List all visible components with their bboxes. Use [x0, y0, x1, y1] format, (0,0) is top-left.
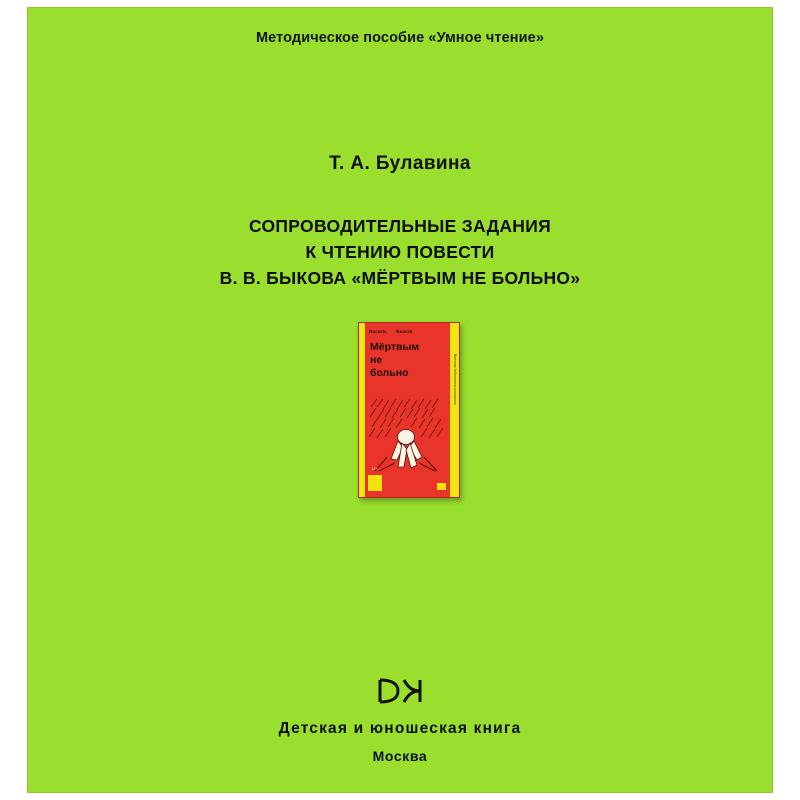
title-line-3: В. В. БЫКОВА «МЁРТВЫМ НЕ БОЛЬНО»: [219, 268, 581, 288]
inset-book-publisher-logo: [368, 475, 382, 491]
inset-book-header: [369, 329, 412, 334]
publisher-city: Москва: [372, 748, 428, 764]
inset-book-title-line-1: Мёртвым: [370, 341, 420, 353]
inset-book-author-first: Василь: [369, 329, 388, 334]
publisher-name: Детская и юношеская книга: [278, 720, 522, 737]
inset-book-page-number: 12+: [371, 466, 378, 471]
dk-publisher-logo-icon: [378, 676, 422, 706]
inset-book-spine-strip: [359, 323, 365, 497]
title-line-1: СОПРОВОДИТЕЛЬНЫЕ ЗАДАНИЯ: [249, 216, 551, 236]
book-cover: [28, 8, 772, 792]
title-line-2: К ЧТЕНИЮ ПОВЕСТИ: [305, 242, 495, 262]
book-title: [28, 213, 772, 291]
inset-book-cover-image: [358, 322, 460, 498]
inset-book-title-line-2: не: [370, 354, 383, 366]
inset-book-title-line-3: больно: [370, 367, 409, 379]
inset-book-series-strip: [450, 323, 459, 497]
inset-book-author-last: Быков: [396, 329, 413, 334]
series-label: Методическое пособие «Умное чтение»: [255, 30, 544, 46]
inset-book-spine-text: Военная библиотека школьника: [453, 354, 457, 405]
publisher-logo: [28, 676, 772, 711]
inset-book-illustration: [367, 397, 447, 475]
inset-book-barcode-mark: [437, 483, 446, 490]
author-name: Т. А. Булавина: [329, 153, 471, 174]
inset-book-title: [370, 341, 419, 380]
